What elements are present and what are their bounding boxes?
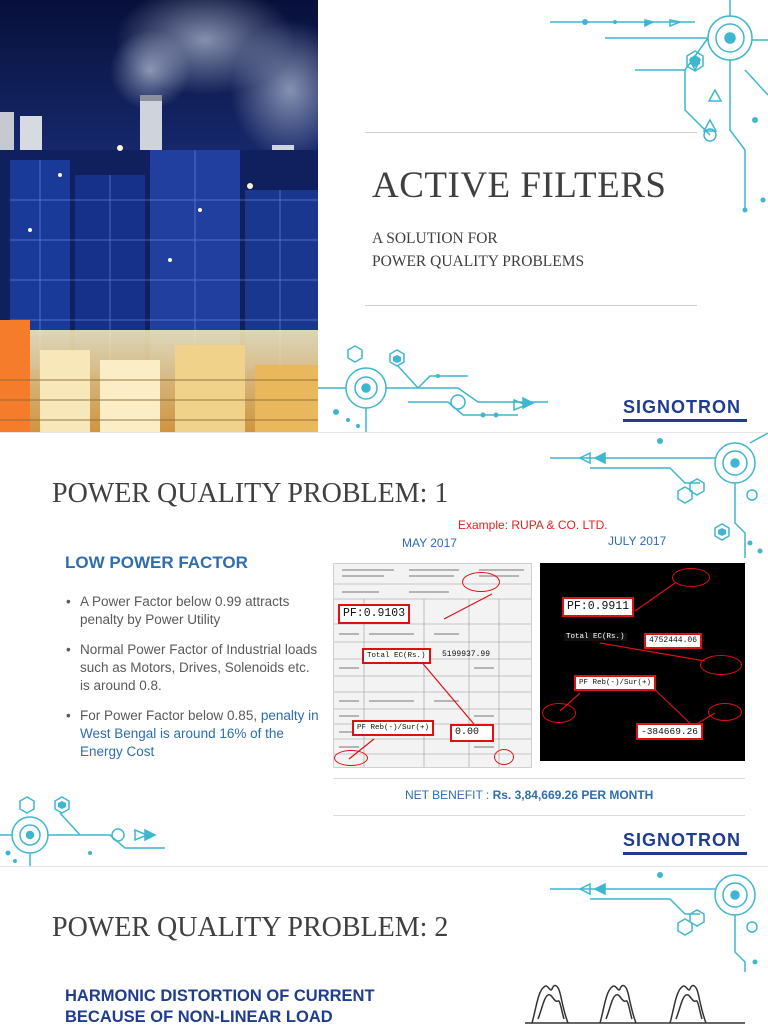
- slide1-title: ACTIVE FILTERS: [372, 165, 667, 206]
- bullet-item: • A Power Factor below 0.99 attracts penalty by Power Utility: [64, 593, 322, 629]
- highlight-ellipse: [334, 750, 368, 766]
- slide-power-quality-problem-1: [0, 432, 768, 866]
- circuit-decoration-bottom: [318, 340, 568, 432]
- bullet-item: [64, 707, 322, 761]
- circuit-decoration-bottom-left: [0, 793, 175, 866]
- highlight-ellipse: [494, 749, 514, 765]
- bullet-item: • Normal Power Factor of Industrial loads such as Motors, Drives, Solenoids etc. is around 0.8.: [64, 641, 322, 695]
- bill-divider: [333, 778, 745, 779]
- title-rule-bottom: [365, 305, 697, 306]
- highlight-ellipse: [708, 703, 742, 721]
- month-may: MAY 2017: [402, 536, 457, 550]
- slide1-subtitle-line1: A SOLUTION FOR: [372, 230, 498, 247]
- slide-power-quality-problem-2: [0, 866, 768, 1025]
- logo-underline: [623, 852, 747, 855]
- july-total-ec-label: Total EC(Rs.): [566, 633, 625, 641]
- slide-active-filters: [0, 0, 768, 432]
- title-rule-top: [365, 132, 697, 133]
- highlight-ellipse: [462, 572, 500, 592]
- may-electricity-bill: [333, 563, 532, 768]
- highlight-ellipse: [542, 703, 576, 723]
- july-pf-value: PF:0.9911: [562, 597, 634, 617]
- month-july: JULY 2017: [608, 534, 667, 548]
- highlight-ellipse: [700, 655, 742, 675]
- net-benefit-divider: [333, 815, 745, 816]
- net-benefit: [405, 788, 653, 802]
- example-label: Example: RUPA & CO. LTD.: [458, 518, 608, 532]
- july-electricity-bill: [540, 563, 745, 761]
- logo-underline: [623, 419, 747, 422]
- circuit-decoration-top-right: [550, 867, 768, 972]
- july-pf-reb-value: -384669.26: [636, 723, 703, 740]
- bullet-highlight: penalty in West Bengal is around 16% of the Energy Cost: [80, 708, 319, 759]
- harmonic-heading-line2: BECAUSE OF NON-LINEAR LOAD: [65, 1008, 333, 1025]
- july-total-ec-value: 4752444.06: [644, 633, 702, 649]
- may-pf-value: PF:0.9103: [338, 604, 410, 624]
- harmonic-heading-line1: HARMONIC DISTORTION OF CURRENT: [65, 987, 375, 1005]
- power-factor-bullets: [64, 593, 322, 773]
- net-benefit-label: NET BENEFIT :: [405, 788, 490, 802]
- july-pf-reb-label: PF Reb(-)/Sur(+): [574, 675, 656, 691]
- highlight-ellipse: [672, 568, 710, 587]
- signotron-logo: SIGNOTRON: [623, 397, 742, 417]
- may-total-ec-value: 5199937.99: [442, 650, 491, 659]
- may-pf-reb-label: PF Reb(-)/Sur(+): [352, 720, 434, 736]
- low-power-factor-heading: LOW POWER FACTOR: [65, 553, 248, 572]
- slide3-title: POWER QUALITY PROBLEM: 2: [52, 912, 449, 943]
- bullet-text: For Power Factor below 0.85,: [80, 708, 258, 723]
- may-pf-reb-value: 0.00: [450, 724, 494, 742]
- distorted-waveform: [520, 979, 750, 1025]
- power-plant-photo: [0, 0, 318, 432]
- slide1-subtitle-line2: POWER QUALITY PROBLEMS: [372, 253, 585, 270]
- signotron-logo: SIGNOTRON: [623, 830, 742, 850]
- slide2-title: POWER QUALITY PROBLEM: 1: [52, 478, 449, 509]
- net-benefit-value: Rs. 3,84,669.26 PER MONTH: [492, 788, 654, 802]
- may-total-ec-label: Total EC(Rs.): [362, 648, 431, 664]
